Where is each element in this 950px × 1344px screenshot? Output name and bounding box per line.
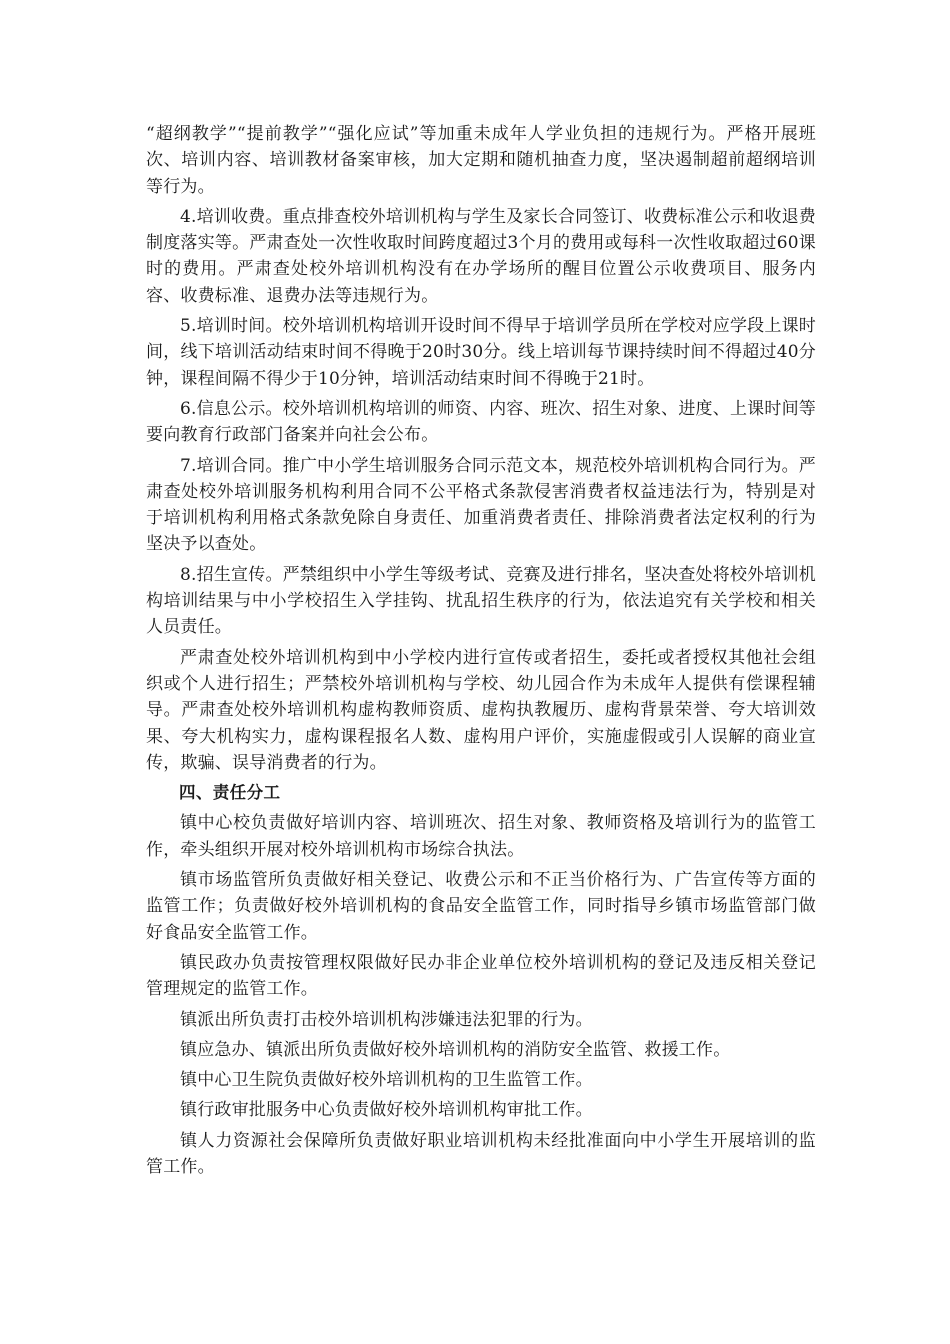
paragraph-training-fees: 4.培训收费。重点排查校外培训机构与学生及家长合同签订、收费标准公示和收退费制度落实等。严肃查处一次性收取时间跨度超过3个月的费用或每科一次性收取超过60课时的费用。严肃查处校外培训机构没有在办学场所的醒目位置公示收费项目、服务内容、收费标准、退费办法等违规行为。 xyxy=(146,206,816,306)
paragraph-duty-human-resources: 镇人力资源社会保障所负责做好职业培训机构未经批准面向中小学生开展培训的监管工作。 xyxy=(146,1130,816,1177)
paragraph-enrollment-promotion: 8.招生宣传。严禁组织中小学生等级考试、竞赛及进行排名，坚决查处将校外培训机构培训结果与中小学校招生入学挂钩、扰乱招生秩序的行为，依法追究有关学校和相关人员责任。 xyxy=(146,564,816,638)
paragraph-continuation: “超纲教学”“提前教学”“强化应试”等加重未成年人学业负担的违规行为。严格开展班次、培训内容、培训教材备案审核，加大定期和随机抽查力度，坚决遏制超前超纲培训等行为。 xyxy=(146,124,816,197)
paragraph-info-disclosure: 6.信息公示。校外培训机构培训的师资、内容、班次、招生对象、进度、上课时间等要向教育行政部门备案并向社会公布。 xyxy=(146,398,816,446)
paragraph-false-advertising: 严肃查处校外培训机构到中小学校内进行宣传或者招生，委托或者授权其他社会组织或个人进行招生；严禁校外培训机构与学校、幼儿园合作为未成年人提供有偿课程辅导。严肃查处校外培训机构虚构教师资质、虚构执教履历、虚构背景荣誉、夸大培训效果、夸大机构实力，虚构课程报名人数、虚构用户评价，实施虚假或引人误解的商业宣传，欺骗、误导消费者的行为。 xyxy=(146,647,816,773)
paragraph-duty-emergency: 镇应急办、镇派出所负责做好校外培训机构的消防安全监管、救援工作。 xyxy=(180,1039,731,1060)
section-heading: 四、责任分工 xyxy=(179,783,281,803)
paragraph-duty-admin-approval: 镇行政审批服务中心负责做好校外培训机构审批工作。 xyxy=(180,1100,593,1121)
paragraph-duty-health-center: 镇中心卫生院负责做好校外培训机构的卫生监管工作。 xyxy=(180,1070,593,1091)
paragraph-duty-market-supervision: 镇市场监管所负责做好相关登记、收费公示和不正当价格行为、广告宣传等方面的监管工作；负责做好校外培训机构的食品安全监管工作，同时指导乡镇市场监管部门做好食品安全监管工作。 xyxy=(146,870,816,943)
paragraph-duty-police: 镇派出所负责打击校外培训机构涉嫌违法犯罪的行为。 xyxy=(180,1009,593,1030)
document-page xyxy=(146,121,816,1184)
paragraph-training-time: 5.培训时间。校外培训机构培训开设时间不得早于培训学员所在学校对应学段上课时间，线下培训活动结束时间不得晚于20时30分。线上培训每节课持续时间不得超过40分钟，课程间隔不得少于10分钟，培训活动结束时间不得晚于21时。 xyxy=(146,316,816,389)
paragraph-training-contract: 7.培训合同。推广中小学生培训服务合同示范文本，规范校外培训机构合同行为。严肃查处校外培训服务机构利用合同不公平格式条款侵害消费者权益违法行为，特别是对于培训机构利用格式条款免除自身责任、加重消费者责任、排除消费者法定权利的行为坚决予以查处。 xyxy=(146,455,816,555)
paragraph-duty-central-school: 镇中心校负责做好培训内容、培训班次、招生对象、教师资格及培训行为的监管工作，牵头组织开展对校外培训机构市场综合执法。 xyxy=(146,813,816,860)
paragraph-duty-civil-affairs: 镇民政办负责按管理权限做好民办非企业单位校外培训机构的登记及违反相关登记管理规定的监管工作。 xyxy=(146,952,816,1000)
